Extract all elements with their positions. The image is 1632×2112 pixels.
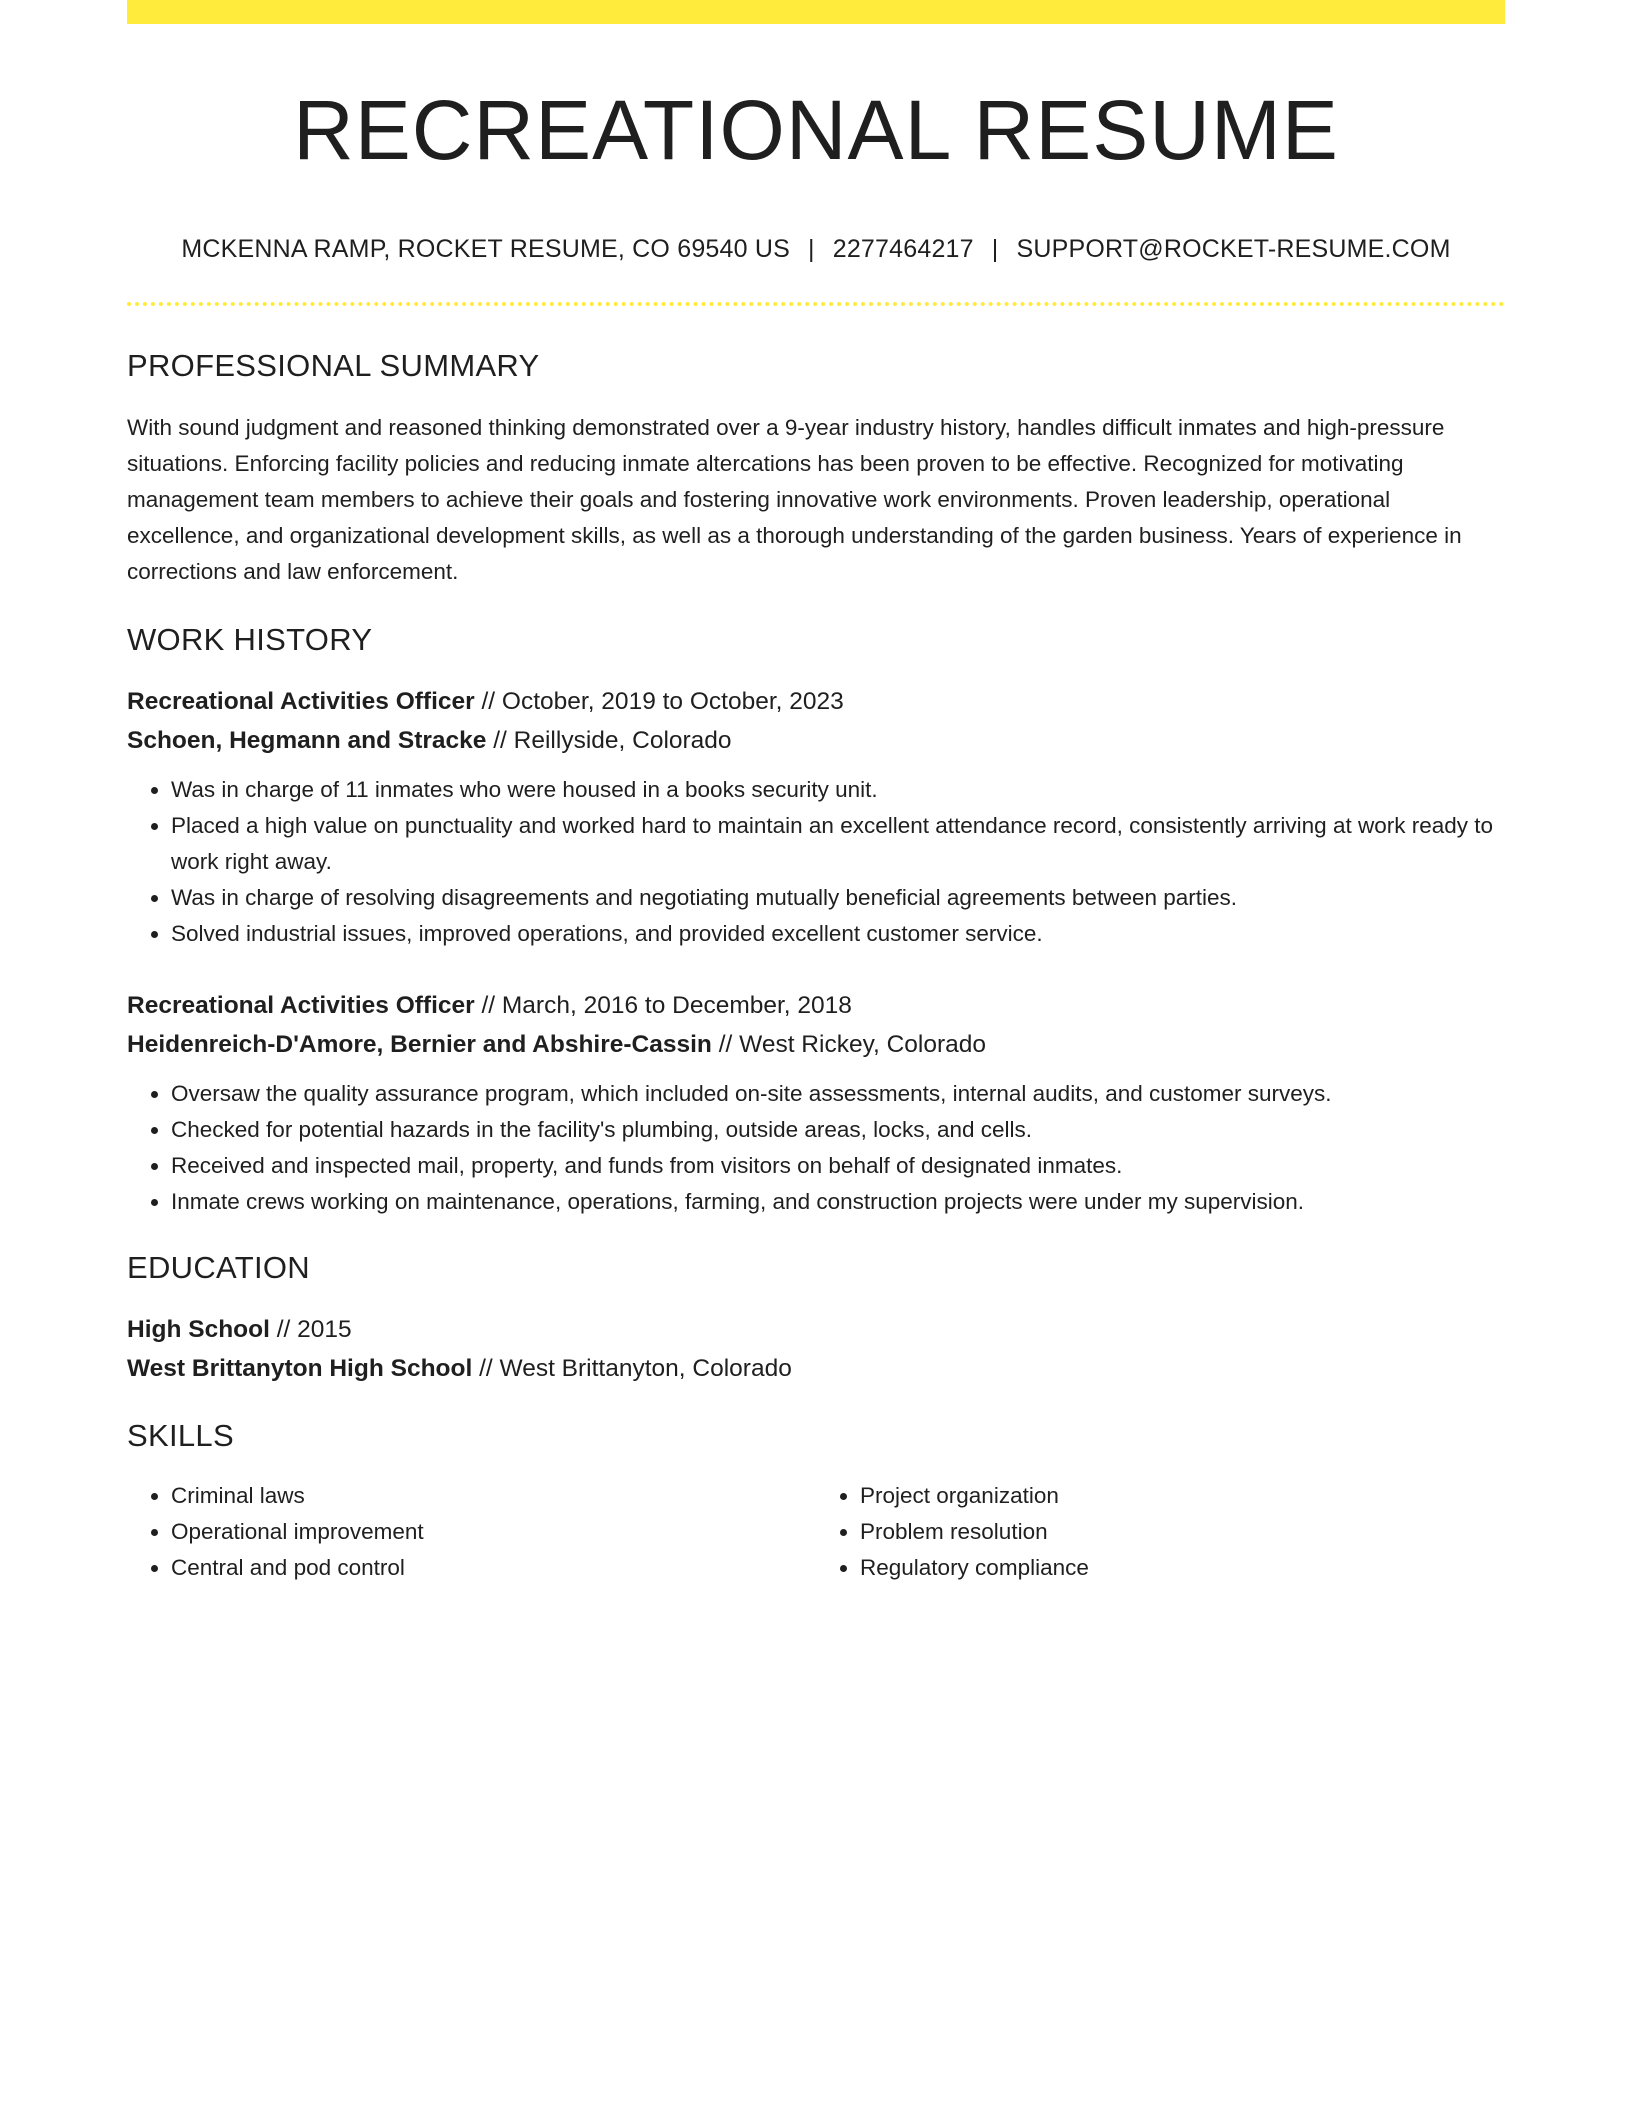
education-entry — [127, 1310, 1505, 1388]
job-bullets — [127, 772, 1505, 952]
job-dates: // October, 2019 to October, 2023 — [474, 688, 844, 716]
resume-title: RECREATIONAL RESUME — [293, 83, 1339, 177]
job-bullet: • Placed a high value on punctuality and worked hard to maintain an excellent attendance record, consistently arriving at work ready to work right away. — [171, 808, 1505, 880]
dotted-divider — [127, 302, 1505, 306]
skill-item: • Project organization — [860, 1478, 1505, 1514]
education-school-line — [127, 1349, 1505, 1388]
job-bullet: • Was in charge of 11 inmates who were housed in a books security unit. — [171, 772, 1505, 808]
job-bullet: • Solved industrial issues, improved operations, and provided excellent customer service. — [171, 916, 1505, 952]
contact-phone: 2277464217 — [832, 235, 974, 264]
job-position: Recreational Activities Officer — [127, 688, 475, 716]
section-title-work-history: WORK HISTORY — [127, 622, 373, 658]
contact-email: SUPPORT@ROCKET-RESUME.COM — [1016, 235, 1451, 264]
skills-grid — [127, 1478, 1505, 1586]
education-degree: High School — [127, 1316, 270, 1344]
job-entry — [127, 682, 1505, 952]
job-bullets — [127, 1076, 1505, 1220]
skill-item: • Operational improvement — [171, 1514, 816, 1550]
resume-page — [127, 0, 1505, 1586]
contact-line — [127, 234, 1505, 264]
skill-item: • Central and pod control — [171, 1550, 816, 1586]
job-dates: // March, 2016 to December, 2018 — [474, 992, 852, 1020]
job-bullet: • Oversaw the quality assurance program, which included on-site assessments, internal audits, and customer surveys. — [171, 1076, 1505, 1112]
skills-list — [127, 1478, 816, 1586]
education-year: // 2015 — [269, 1316, 352, 1344]
skills-list — [816, 1478, 1505, 1586]
job-title-line — [127, 682, 1505, 721]
education-school: West Brittanyton High School — [127, 1355, 473, 1383]
job-bullet: • Inmate crews working on maintenance, operations, farming, and construction projects were under my supervision. — [171, 1184, 1505, 1220]
section-title-summary: PROFESSIONAL SUMMARY — [127, 348, 540, 384]
job-location: // Reillyside, Colorado — [486, 727, 732, 755]
job-entry — [127, 986, 1505, 1220]
skills-column-left — [127, 1478, 816, 1586]
summary-text: With sound judgment and reasoned thinking demonstrated over a 9-year industry history, handles difficult inmates and high-pressure situations. Enforcing facility policies and reducing inmate altercations has been proven to be effective. Recognized for motivating management team members to achieve their goals and fostering innovative work environments. Proven leadership, operational excellence, and organizational development skills, as well as a thorough understanding of the garden business. Years of experience in corrections and law enforcement. — [127, 415, 1462, 585]
skill-item: • Problem resolution — [860, 1514, 1505, 1550]
skill-item: • Regulatory compliance — [860, 1550, 1505, 1586]
accent-top-bar — [127, 0, 1505, 24]
job-title-line — [127, 986, 1505, 1025]
job-location: // West Rickey, Colorado — [711, 1031, 987, 1059]
education-location: // West Brittanyton, Colorado — [472, 1355, 792, 1383]
education-degree-line — [127, 1310, 1505, 1349]
job-position: Recreational Activities Officer — [127, 992, 475, 1020]
section-title-education: EDUCATION — [127, 1250, 310, 1286]
skills-column-right — [816, 1478, 1505, 1586]
job-bullet: • Was in charge of resolving disagreements and negotiating mutually beneficial agreements between parties. — [171, 880, 1505, 916]
contact-separator: | — [808, 235, 815, 264]
job-company: Heidenreich-D'Amore, Bernier and Abshire-Cassin — [127, 1031, 712, 1059]
contact-address: MCKENNA RAMP, ROCKET RESUME, CO 69540 US — [181, 235, 791, 264]
job-company: Schoen, Hegmann and Stracke — [127, 727, 487, 755]
job-bullet: • Received and inspected mail, property, and funds from visitors on behalf of designated inmates. — [171, 1148, 1505, 1184]
job-company-line — [127, 1025, 1505, 1064]
skill-item: • Criminal laws — [171, 1478, 816, 1514]
section-title-skills: SKILLS — [127, 1418, 234, 1454]
job-bullet: • Checked for potential hazards in the facility's plumbing, outside areas, locks, and cells. — [171, 1112, 1505, 1148]
contact-separator: | — [991, 235, 999, 264]
job-company-line — [127, 721, 1505, 760]
